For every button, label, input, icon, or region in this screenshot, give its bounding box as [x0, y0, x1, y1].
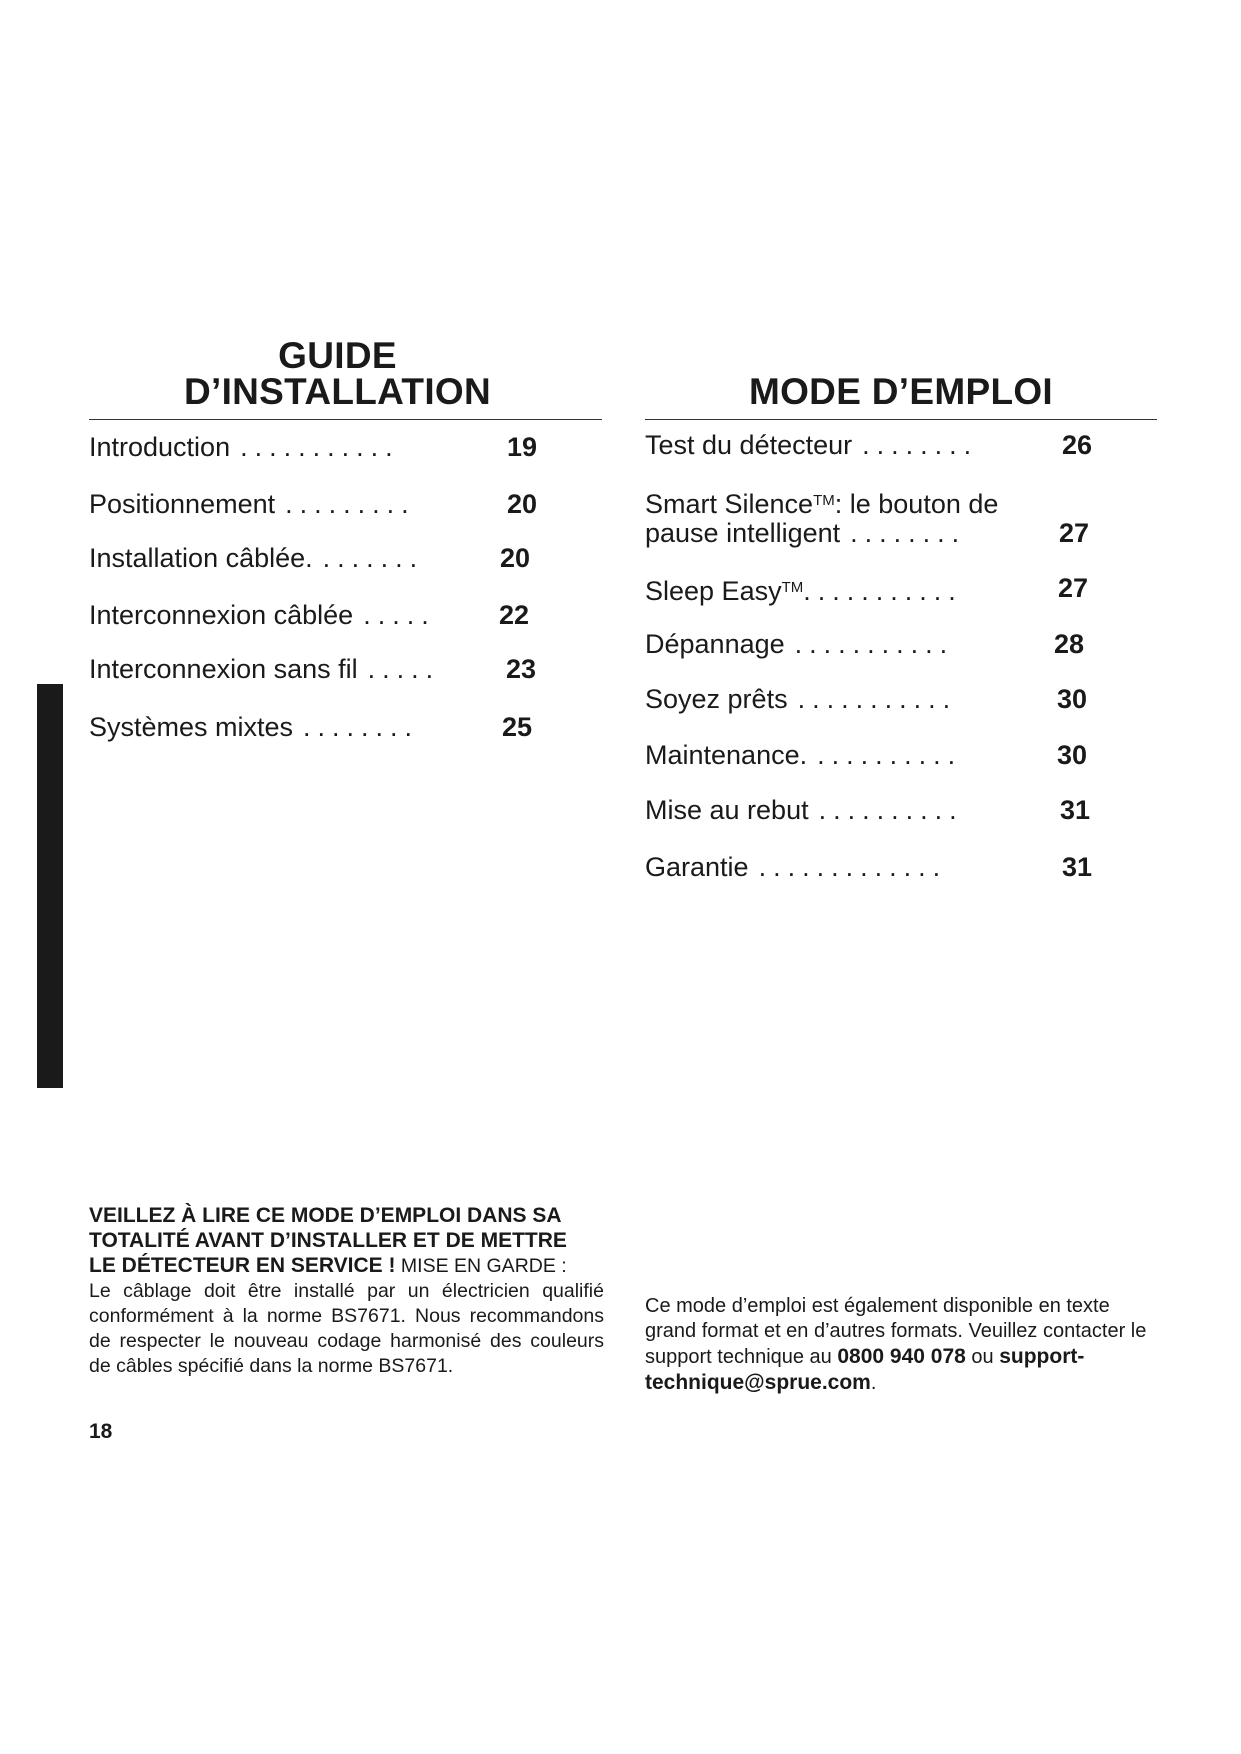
toc-page-number: 27: [1058, 573, 1089, 603]
toc-label: Interconnexion câblée: [89, 600, 354, 630]
toc-page-number: 20: [507, 489, 538, 519]
toc-entry-interconnexion-cablee[interactable]: [89, 599, 530, 631]
toc-label: Mise au rebut: [645, 795, 809, 825]
install-guide-section: [89, 335, 602, 420]
toc-entry-systemes-mixtes[interactable]: [89, 711, 533, 743]
toc-entry-introduction[interactable]: [89, 431, 538, 463]
toc-label: Garantie: [645, 852, 749, 882]
toc-label: Systèmes mixtes: [89, 712, 294, 742]
toc-label: Introduction: [89, 432, 231, 462]
warning-body: Le câblage doit être installé par un électricien qualifié conformément à la norme BS7671. Nous recommandons de respecter le nouveau codage harmonisé des couleurs de câbles spécifié dans la norme BS7671.: [89, 1280, 604, 1377]
toc-leader: .....: [367, 654, 441, 684]
toc-label: Test du détecteur: [645, 430, 853, 460]
toc-leader: ...........: [797, 684, 958, 714]
toc-label: Maintenance.: [645, 740, 808, 770]
toc-entry-depannage[interactable]: [645, 628, 1085, 660]
caution-label: MISE EN GARDE :: [395, 1255, 567, 1277]
toc-entry-positionnement[interactable]: [89, 488, 538, 520]
contact-end: .: [870, 1372, 877, 1394]
toc-leader: .............: [758, 852, 948, 882]
toc-entry-mise-au-rebut[interactable]: [645, 794, 1091, 826]
toc-entry-maintenance[interactable]: [645, 739, 1088, 771]
toc-leader: ........: [850, 518, 967, 548]
toc-entry-soyez-prets[interactable]: [645, 683, 1088, 715]
toc-page-number: 28: [1054, 629, 1085, 659]
toc-leader: ..........: [818, 795, 964, 825]
install-guide-title-line1: GUIDE: [278, 335, 397, 376]
toc-leader: .......: [322, 543, 425, 573]
toc-page-number: 19: [507, 432, 538, 462]
toc-leader: ........: [303, 712, 420, 742]
toc-entry-pause-intelligent[interactable]: [645, 517, 1090, 549]
trademark-mark: TM: [813, 492, 835, 509]
warning-heading-line2: TOTALITÉ AVANT D’INSTALLER ET DE METTRE: [89, 1229, 567, 1252]
toc-leader: .....: [363, 600, 436, 630]
toc-label-line1-a: Smart Silence: [645, 489, 814, 519]
toc-leader: ........: [862, 430, 979, 460]
toc-leader: ..........: [817, 740, 963, 770]
toc-entry-interconnexion-sans-fil[interactable]: [89, 653, 537, 685]
trademark-mark: TM: [781, 579, 804, 596]
toc-page-number: 31: [1062, 852, 1093, 882]
support-phone[interactable]: 0800 940 078: [837, 1345, 966, 1368]
toc-label: Interconnexion sans fil: [89, 654, 358, 684]
contact-or: ou: [965, 1346, 1000, 1368]
contact-info: [645, 1294, 1155, 1396]
toc-page-number: 20: [500, 543, 531, 573]
contact-text: Ce mode d’emploi est également disponible en texte grand format et en d’autres formats. Veuillez contacter le support technique au: [645, 1295, 1147, 1368]
toc-page-number: 25: [502, 712, 533, 742]
toc-leader: ...........: [794, 629, 955, 659]
user-manual-title: MODE D’EMPLOI: [748, 371, 1054, 412]
toc-label: Dépannage: [645, 629, 785, 659]
toc-page-number: 26: [1062, 430, 1093, 460]
page-number: 18: [89, 1420, 113, 1443]
toc-leader: ...........: [240, 432, 400, 462]
toc-page-number: 22: [499, 600, 530, 630]
install-guide-divider: [89, 419, 602, 420]
toc-entry-installation-cablee[interactable]: [89, 542, 531, 574]
warning-heading-line3: LE DÉTECTEUR EN SERVICE !: [89, 1254, 396, 1277]
install-guide-title-line2: D’INSTALLATION: [183, 371, 491, 412]
section-tab-marker: [37, 684, 63, 1088]
warning-heading-line1: VEILLEZ À LIRE CE MODE D’EMPLOI DANS SA: [89, 1204, 562, 1227]
toc-label: pause intelligent: [645, 518, 841, 548]
toc-entry-smart-silence[interactable]: [645, 485, 998, 520]
toc-page-number: 30: [1057, 684, 1088, 714]
toc-entry-test-detecteur[interactable]: [645, 429, 1093, 461]
toc-label: Installation câblée.: [89, 543, 313, 573]
safety-warning: [89, 1203, 604, 1379]
toc-entry-sleep-easy[interactable]: [645, 572, 1089, 607]
toc-leader: .........: [285, 489, 416, 519]
toc-leader: ...........: [803, 576, 963, 606]
support-email[interactable]: support-technique@sprue.com: [645, 1345, 1085, 1394]
toc-label: Soyez prêts: [645, 684, 788, 714]
user-manual-divider: [645, 419, 1157, 420]
toc-entry-garantie[interactable]: [645, 851, 1093, 883]
install-guide-title: [81, 335, 594, 412]
toc-page-number: 27: [1059, 518, 1090, 548]
toc-label: Sleep Easy: [645, 576, 782, 606]
toc-page-number: 31: [1060, 795, 1091, 825]
toc-page-number: 23: [506, 654, 537, 684]
toc-label: Positionnement: [89, 489, 276, 519]
toc-page-number: 30: [1057, 740, 1088, 770]
user-manual-section: [645, 338, 1157, 420]
toc-label-line1-b: : le bouton de: [834, 489, 999, 519]
